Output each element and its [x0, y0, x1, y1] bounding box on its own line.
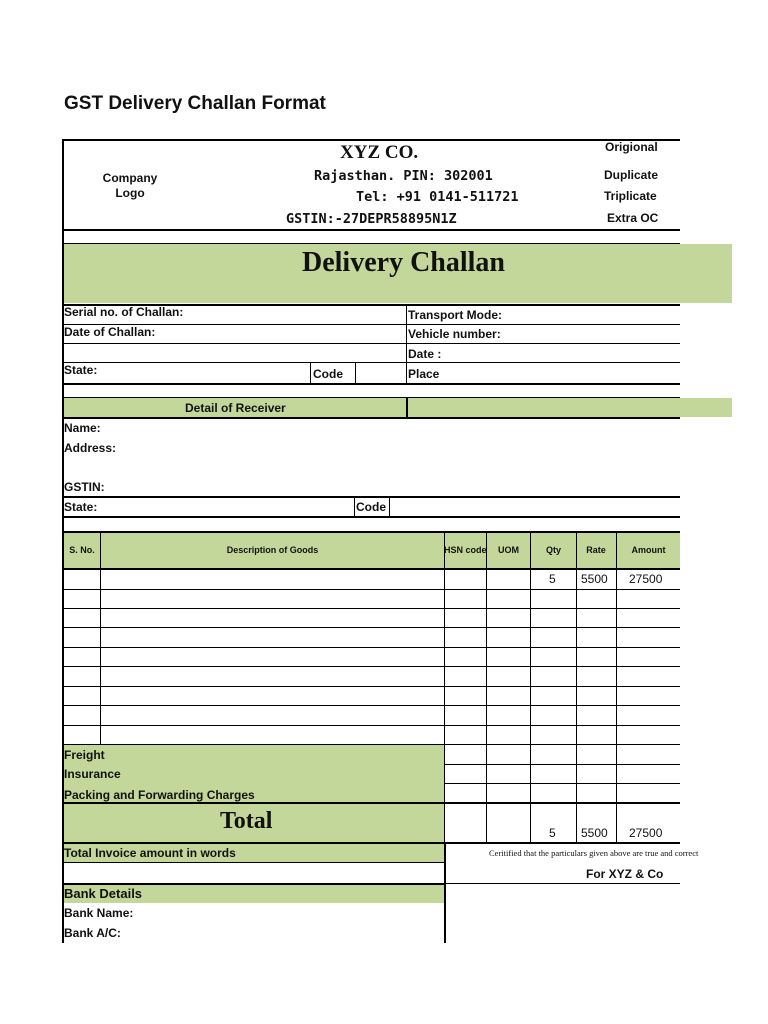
company-name: XYZ CO. — [340, 142, 419, 163]
state-label: State: — [64, 363, 98, 377]
total-rate: 5500 — [581, 826, 608, 840]
bank-account-label: Bank A/C: — [64, 926, 121, 940]
row1-amount: 27500 — [629, 572, 663, 586]
packing-label: Packing and Forwarding Charges — [64, 788, 255, 802]
receiver-name-label: Name: — [64, 421, 101, 435]
total-qty: 5 — [549, 826, 556, 840]
header-amount: Amount — [631, 545, 666, 555]
page-title: GST Delivery Challan Format — [64, 93, 326, 114]
date-label: Date : — [408, 347, 442, 361]
receiver-address-label: Address: — [64, 441, 117, 455]
insurance-label: Insurance — [64, 767, 121, 781]
company-logo-placeholder: Company Logo — [102, 171, 158, 200]
vehicle-number-label: Vehicle number: — [408, 327, 501, 341]
bank-name-label: Bank Name: — [64, 906, 134, 920]
serial-label: Serial no. of Challan: — [64, 305, 184, 319]
total-amount: 27500 — [629, 826, 663, 840]
place-label: Place — [408, 367, 440, 381]
row1-qty: 5 — [549, 572, 556, 586]
header-uom: UOM — [498, 545, 519, 555]
company-tel: Tel: +91 0141-511721 — [356, 189, 519, 205]
header-description: Description of Goods — [226, 545, 319, 555]
freight-label: Freight — [64, 748, 105, 762]
company-address: Rajasthan. PIN: 302001 — [314, 168, 493, 184]
code-label: Code — [313, 367, 343, 381]
company-gstin: GSTIN:-27DEPR58895N1Z — [286, 211, 457, 227]
receiver-state-label: State: — [64, 500, 98, 514]
total-label: Total — [220, 808, 273, 834]
header-hsn: HSN code — [444, 545, 487, 555]
copy-triplicate: Triplicate — [604, 189, 657, 203]
bank-details-header: Bank Details — [64, 886, 143, 901]
receiver-header: Detail of Receiver — [185, 401, 286, 415]
delivery-challan-heading: Delivery Challan — [302, 247, 505, 278]
for-company-label: For XYZ & Co — [586, 867, 664, 881]
header-sno: S. No. — [69, 545, 95, 555]
amount-in-words-label: Total Invoice amount in words — [64, 846, 236, 860]
challan-date-label: Date of Challan: — [64, 325, 156, 339]
row1-rate: 5500 — [581, 572, 608, 586]
receiver-code-label: Code — [356, 500, 386, 514]
receiver-gstin-label: GSTIN: — [64, 480, 105, 494]
copy-extra: Extra OC — [607, 211, 659, 225]
copy-original: Origional — [605, 140, 658, 154]
transport-mode-label: Transport Mode: — [408, 308, 503, 322]
header-rate: Rate — [586, 545, 606, 555]
header-qty: Qty — [545, 545, 561, 555]
copy-duplicate: Duplicate — [604, 168, 659, 182]
certification-text: Ceritified that the particulars given above are true and correct — [489, 848, 699, 858]
